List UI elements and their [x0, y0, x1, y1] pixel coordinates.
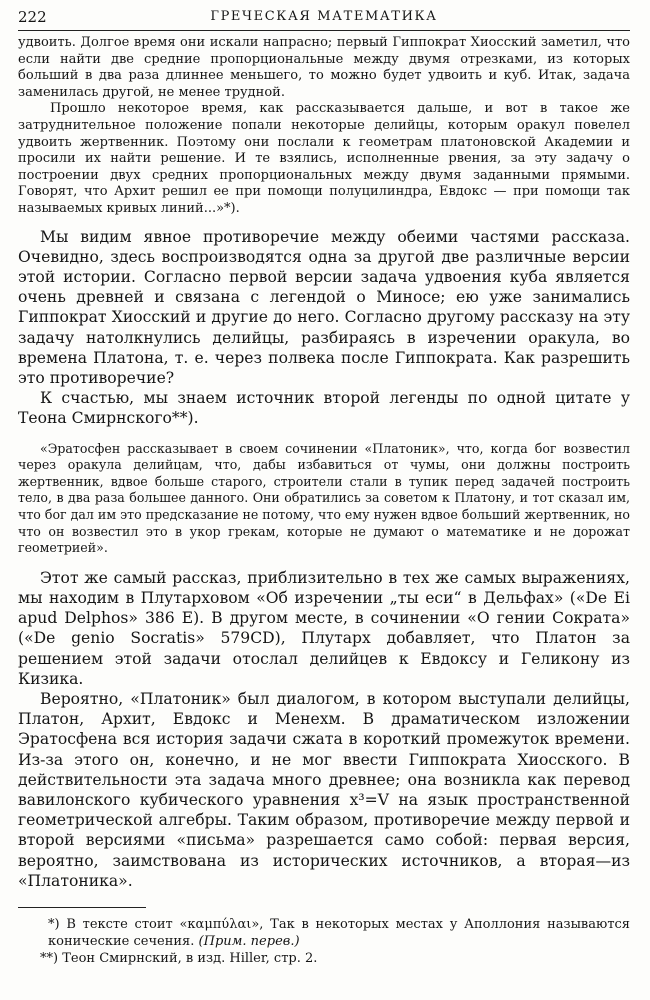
body-paragraph: Мы видим явное противоречие между обеими частями рассказа. Очевидно, здесь воспроизводятся одна за другой две различные версии этой истории. Согласно первой версии задача удвоения куба является очень древней и связана с легендой о Миносе; ею уже занимались Гиппократ Хиосский и другие до него. Согласно другому рассказу на эту задачу натолкнулись делийцы, разбираясь в изречении оракула, во времена Платона, т. е. через полвека после Гиппократа. Как разрешить это противоречие?: [18, 227, 630, 387]
intro-paragraph: Прошло некоторое время, как рассказывается дальше, и вот в такое же затруднительное положение попали некоторые делийцы, которым оракул повелел удвоить жертвенник. Поэтому они послали к геометрам платоновской Академии и просили их найти решение. И те взялись, исполненные рвения, за эту задачу о построении двух средних пропорциональных между двумя заданными прямыми. Говорят, что Архит решил ее при помощи полуцилиндра, Евдокс — при помощи так называемых кривых линий...»*).: [18, 101, 630, 216]
running-title: ГРЕЧЕСКАЯ МАТЕМАТИКА: [210, 9, 438, 24]
body-paragraph: Вероятно, «Платоник» был диалогом, в котором выступали делийцы, Платон, Архит, Евдокс и Менехм. В драматическом изложении Эратосфена вся история задачи сжата в короткий промежуток времени. Из-за этого он, конечно, и не мог ввести Гиппократа Хиосского. В действительности эта задача много древнее; она возникла как перевод вавилонского кубического уравнения x³=V на язык пространственной геометрической алгебры. Таким образом, противоречие между первой и второй версиями «письма» разрешается само собой: первая версия, вероятно, заимствована из исторических источников, а вторая—из «Платоника».: [18, 689, 630, 890]
book-page: [18, 0, 630, 967]
body-paragraph: К счастью, мы знаем источник второй легенды по одной цитате у Теона Смирнского**).: [18, 389, 630, 428]
block-quote: [18, 441, 630, 557]
main-text-section-1: [18, 227, 630, 429]
footnote-1: [18, 916, 630, 950]
footnotes: [18, 916, 630, 967]
intro-paragraph: удвоить. Долгое время они искали напрасно; первый Гиппократ Хиосский заметил, что если найти две средние пропорциональные между двумя отрезками, из которых больший в два раза длиннее меньшего, то можно будет удвоить и куб. Итак, задача заменилась другой, не менее трудной.: [18, 35, 630, 100]
footnote-divider: [18, 907, 146, 908]
footnote-1-text: *) В тексте стоит «καμπύλαι», Так в некоторых местах у Аполлония называются конические сечения.: [48, 916, 630, 949]
footnote-1-translator-note: (Прим. перев.): [198, 933, 300, 949]
quote-paragraph: «Эратосфен рассказывает в своем сочинении «Платоник», что, когда бог возвестил через оракула делийцам, что, дабы избавиться от чумы, они должны построить жертвенник, вдвое больше старого, строители стали в тупик перед задачей построить тело, в два раза большее данного. Они обратились за советом к Платону, и тот сказал им, что бог дал им это предсказание не потому, что ему нужен вдвое больший жертвенник, но что он возвестил это в укор грекам, которые не думают о математике и не дорожат геометрией».: [18, 440, 630, 556]
intro-quote: [18, 35, 630, 218]
footnote-2: **) Теон Смирнский, в изд. Hiller, стр. 2.: [40, 950, 318, 966]
body-paragraph: Этот же самый рассказ, приблизительно в тех же самых выражениях, мы находим в Плутарховом «Об изречении „ты еси“ в Дельфах» («De Ei apud Delphos» 386 E). В другом месте, в сочинении «О гении Сократа» («De genio Socratis» 579CD), Плутарх добавляет, что Платон за решением этой задачи отослал делийцев к Евдоксу и Геликону из Кизика.: [18, 568, 630, 688]
page-number: 222: [18, 8, 47, 26]
main-text-section-2: [18, 568, 630, 891]
page-header: [18, 6, 630, 31]
